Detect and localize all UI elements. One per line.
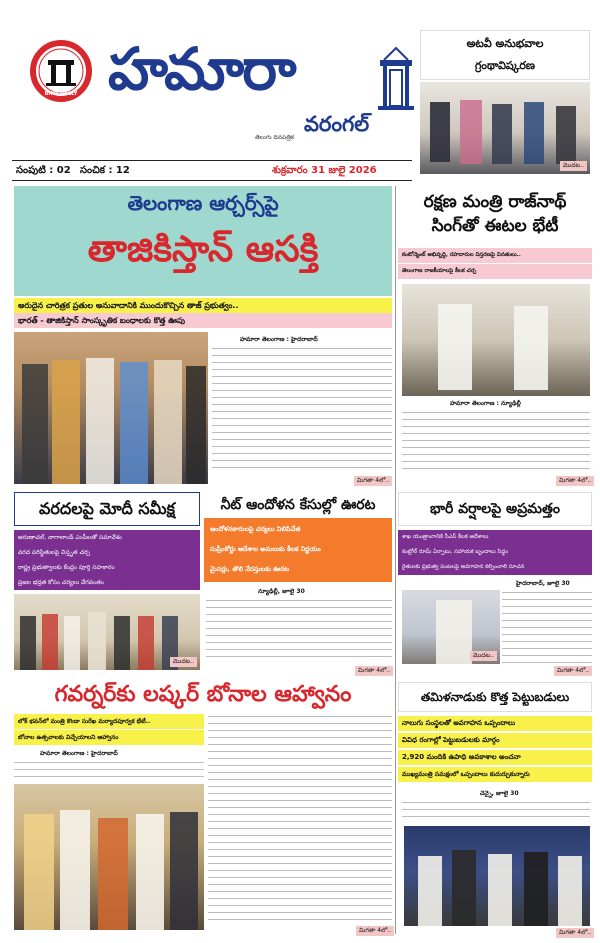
neet-body-text <box>206 598 392 662</box>
neet-headline[interactable]: నీట్ ఆందోళన కేసుల్లో ఊరట <box>220 497 376 513</box>
governor-photo <box>14 784 204 930</box>
lead-dateline: హమారా తెలంగాణ : హైదరాబాద్ <box>240 336 318 343</box>
rains-line-1: శాఖ యంత్రాంగానికి సీఎస్ కీలక ఆదేశాలు <box>398 530 592 545</box>
rajnath-dateline: హమారా తెలంగాణ : న్యూఢిల్లీ <box>450 400 521 407</box>
rains-more-link[interactable]: మిగతా 4లో.. <box>554 666 592 676</box>
rains-body-text <box>502 590 592 664</box>
rains-headline-box <box>398 492 592 526</box>
modi-photo <box>14 594 200 670</box>
rains-photo <box>402 590 500 664</box>
rajnath-photo <box>402 284 590 396</box>
rajnath-line-2: తెలంగాణ రాజకీయాలపై కీలక చర్చ <box>398 264 592 279</box>
tamilnadu-line-3: 2,920 మందికి ఉపాధి అవకాశాల అంచనా <box>398 750 592 765</box>
lead-headline-small[interactable]: తెలంగాణ ఆర్చర్స్‌పై <box>127 191 279 215</box>
masthead-tagline: తెలుగు దినపత్రిక <box>255 134 295 141</box>
lead-photo <box>14 332 208 484</box>
governor-headline-band <box>14 678 392 712</box>
fort-gate-icon <box>36 46 86 96</box>
rajnath-body-text <box>402 410 590 474</box>
modi-headline[interactable]: వరదలపై మోదీ సమీక్ష <box>39 499 175 518</box>
modi-headline-box <box>14 492 200 526</box>
rajnath-more-link[interactable]: మిగతా 4లో.. <box>556 476 594 486</box>
book-launch-headline[interactable]: అటవీ అనుభవాల గ్రంథావిష్కరణ <box>466 37 544 72</box>
governor-dateline: హమారా తెలంగాణ : హైదరాబాద్ <box>40 750 118 757</box>
rains-headline[interactable]: భారీ వర్షాలపై అప్రమత్తం <box>430 501 560 517</box>
neet-line-1: ఆందోళనకారులపై చర్యలు నిలిపివేత <box>210 525 301 533</box>
book-launch-headline-box <box>420 30 590 80</box>
masthead-rule-bottom <box>12 180 412 181</box>
tamilnadu-dateline: చెన్నై, జూలై 30 <box>480 790 519 797</box>
lead-headline-band <box>14 186 392 296</box>
lead-more-link[interactable]: మిగతా 4లో.. <box>354 476 392 486</box>
tamilnadu-line-4: ముఖ్యమంత్రి సమక్షంలో ఒప్పందాలు కుదుర్చుకున్నారు <box>398 767 592 782</box>
tamilnadu-line-1: నాలుగు సంస్థలతో అవగాహన ఒప్పందాలు <box>398 716 592 731</box>
tamilnadu-body-text <box>402 800 590 822</box>
neet-line-2: సుప్రీంకోర్టు ఆదేశాల అమలుకు కీలక నిర్ణయం <box>210 545 321 553</box>
neet-more-link[interactable]: మిగతా 4లో.. <box>355 666 393 676</box>
lead-bullet-1: అరుదైన చారిత్రక ప్రతుల అనువాదానికి ముందుకొచ్చిన తాజ్ ప్రభుత్వం.. <box>14 298 392 313</box>
governor-more-link[interactable]: మిగతా 4లో.. <box>356 926 394 936</box>
lead-headline-big[interactable]: తాజికిస్తాన్ ఆసక్తి <box>87 229 319 270</box>
neet-dateline: న్యూఢిల్లీ, జూలై 30 <box>258 588 305 595</box>
column-rule-right <box>395 186 396 934</box>
tamilnadu-headline[interactable]: తమిళనాడుకు కొత్త పెట్టుబడులు <box>420 690 570 704</box>
modi-line-1: అరుణాచల్, నాగాలాండ్ ఎంపీలతో సమావేశం <box>14 530 200 545</box>
temple-icon <box>378 46 414 110</box>
logo-bottom-text: BHOOPALLY <box>44 91 78 97</box>
masthead-subtitle: వరంగల్ <box>304 112 370 136</box>
photo-label-modi: మొదట.. <box>170 657 197 667</box>
lead-bullet-2: భారత్ - తాజికిస్తాన్ సాంస్కృతిక బంధాలకు కొత్త ఊపు <box>14 313 392 328</box>
governor-line-1: లోక్ భవన్‌లో మంత్రి కొండా సురేఖ మర్యాదపూర్వక భేటీ.. <box>14 714 204 729</box>
tamilnadu-line-2: వివిధ రంగాల్లో పెట్టుబడులకు మార్గం <box>398 733 592 748</box>
issue-label: సంచిక : 12 <box>80 165 130 176</box>
modi-line-2: వరద పరిస్థితులపై విస్తృత చర్చ <box>14 545 200 560</box>
modi-line-4: ప్రజల భద్రత కోసం చర్యలు వేగవంతం <box>14 575 200 590</box>
date-label: శుక్రవారం 31 జులై 2026 <box>272 165 377 176</box>
governor-line-2: బోనాల ఉత్సవాలకు విచ్చేయాలని ఆహ్వానం <box>14 730 204 745</box>
rains-line-2: కంట్రోల్ రూమ్ ఏర్పాటు, సహాయక బృందాలు సిద్ధం <box>398 545 592 560</box>
rains-line-3: రైతులకు ప్రభుత్వ పంటలపై అవగాహన కల్పించాలి సూచన <box>398 560 592 575</box>
tamilnadu-more-link[interactable]: మిగతా 4లో.. <box>556 928 594 938</box>
photo-label-rains: మొదట.. <box>470 651 497 661</box>
tamilnadu-photo <box>404 826 590 926</box>
masthead-title: హమారా <box>108 35 295 103</box>
photo-label-book: మొదట.. <box>560 161 587 171</box>
rajnath-headline[interactable]: రక్షణ మంత్రి రాజ్‌నాథ్ సింగ్‌తో ఈటల భేటీ <box>423 192 567 236</box>
volume-label: సంపుటి : 02 <box>16 165 71 176</box>
masthead-rule-top <box>12 160 412 161</box>
modi-line-3: రాష్ట్ర ప్రభుత్వాలకు కేంద్రం పూర్తి సహకారం <box>14 560 200 575</box>
neet-headline-box <box>204 492 392 518</box>
neet-line-3: మైనర్లు, తొలి నేరస్తులకు ఊరట <box>210 565 290 573</box>
governor-body-text-b <box>208 714 392 922</box>
book-launch-photo <box>420 82 590 174</box>
tamilnadu-headline-box <box>398 682 592 712</box>
governor-headline[interactable]: గవర్నర్‌కు లష్కర్ బోనాల ఆహ్వానం <box>54 682 352 707</box>
lead-body-text <box>212 346 392 470</box>
governor-body-text-a <box>14 760 204 780</box>
rains-dateline: హైదరాబాద్, జూలై 30 <box>516 580 570 587</box>
rajnath-line-1: కంటోన్మెంట్ అభివృద్ధి, రహదారుల విస్తరణపై వినతులు.. <box>398 248 592 263</box>
